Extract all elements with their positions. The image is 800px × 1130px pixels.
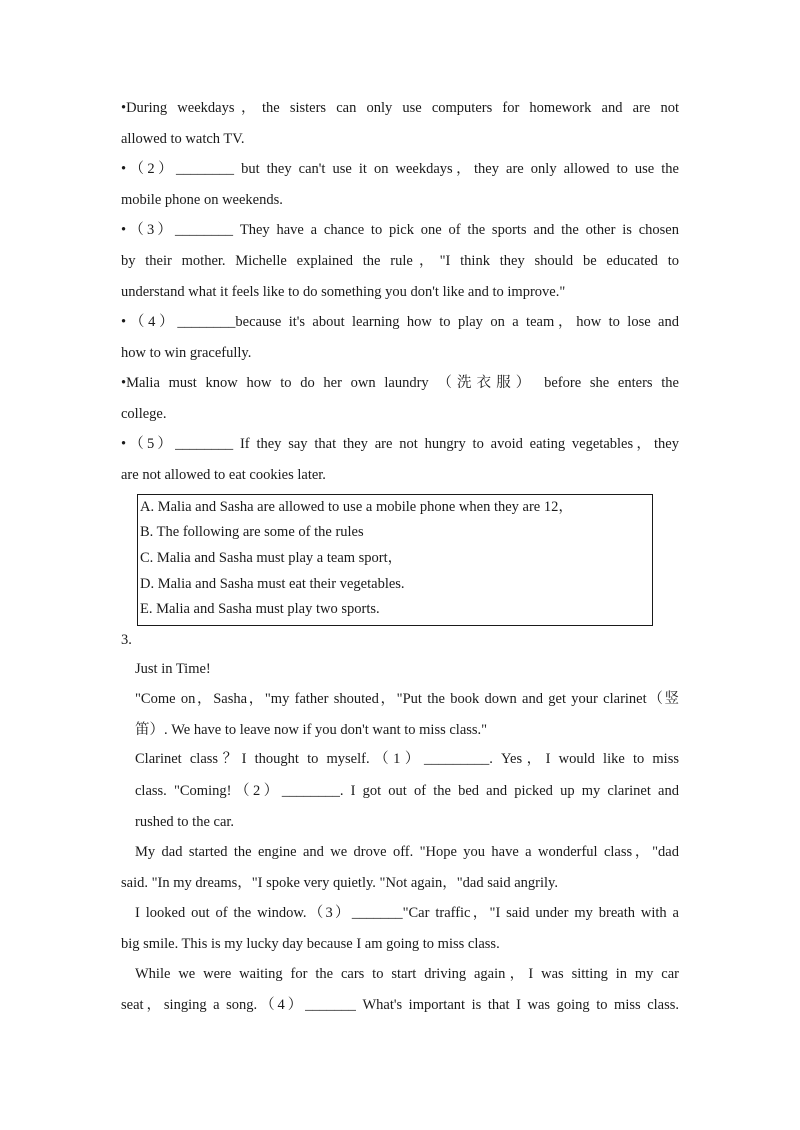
passage-line-4: class. "Coming!（2）________. I got out of the bed and picked up my clarinet and	[135, 783, 679, 799]
option-a: A. Malia and Sasha are allowed to use a mobile phone when they are 12，	[140, 499, 573, 515]
rule-1-line-1: •During weekdays，the sisters can only use computers for homework and are not	[121, 100, 679, 116]
passage-line-11: seat，singing a song.（4）_______ What's important is that I was going to miss class.	[121, 997, 679, 1013]
passage-line-2: 笛）. We have to leave now if you don't want to miss class."	[135, 722, 488, 738]
rule-1-line-2: allowed to watch TV.	[121, 131, 245, 147]
passage-line-9: big smile. This is my lucky day because I am going to miss class.	[121, 936, 500, 952]
question-number: 3.	[121, 632, 132, 648]
passage-line-8: I looked out of the window.（3）_______"Car traffic，"I said under my breath with a	[135, 905, 679, 921]
option-e: E. Malia and Sasha must play two sports.	[140, 601, 380, 617]
rule-5-line-2: college.	[121, 406, 167, 422]
rule-3-line-2: by their mother. Michelle explained the rule，"I think they should be educated to	[121, 253, 679, 269]
passage-line-6: My dad started the engine and we drove off. "Hope you have a wonderful class，"dad	[135, 844, 679, 860]
passage-line-7: said. "In my dreams，"I spoke very quietly. "Not again，"dad said angrily.	[121, 875, 558, 891]
rule-5-line-1: •Malia must know how to do her own laundry （洗衣服） before she enters the	[121, 375, 679, 391]
rule-6-line-2: are not allowed to eat cookies later.	[121, 467, 326, 483]
passage-line-5: rushed to the car.	[135, 814, 235, 830]
rule-4-line-2: how to win gracefully.	[121, 345, 252, 361]
rule-4-line-1: •（4）________because it's about learning how to play on a team，how to lose and	[121, 314, 679, 330]
option-b: B. The following are some of the rules	[140, 524, 364, 540]
rule-6-line-1: •（5）________ If they say that they are not hungry to avoid eating vegetables，they	[121, 436, 679, 452]
rule-3-line-3: understand what it feels like to do something you don't like and to improve."	[121, 284, 566, 300]
passage-title: Just in Time!	[135, 661, 211, 677]
passage-line-3: Clarinet class？I thought to myself.（1）_________. Yes，I would like to miss	[135, 751, 679, 767]
passage-line-10: While we were waiting for the cars to start driving again，I was sitting in my car	[135, 966, 679, 982]
option-c: C. Malia and Sasha must play a team sport，	[140, 550, 403, 566]
rule-2-line-2: mobile phone on weekends.	[121, 192, 283, 208]
rule-2-line-1: •（2）________ but they can't use it on weekdays，they are only allowed to use the	[121, 161, 679, 177]
rule-3-line-1: •（3）________ They have a chance to pick one of the sports and the other is chosen	[121, 222, 679, 238]
passage-line-1: "Come on，Sasha，"my father shouted，"Put the book down and get your clarinet（竖	[135, 691, 679, 707]
option-d: D. Malia and Sasha must eat their vegetables.	[140, 576, 405, 592]
